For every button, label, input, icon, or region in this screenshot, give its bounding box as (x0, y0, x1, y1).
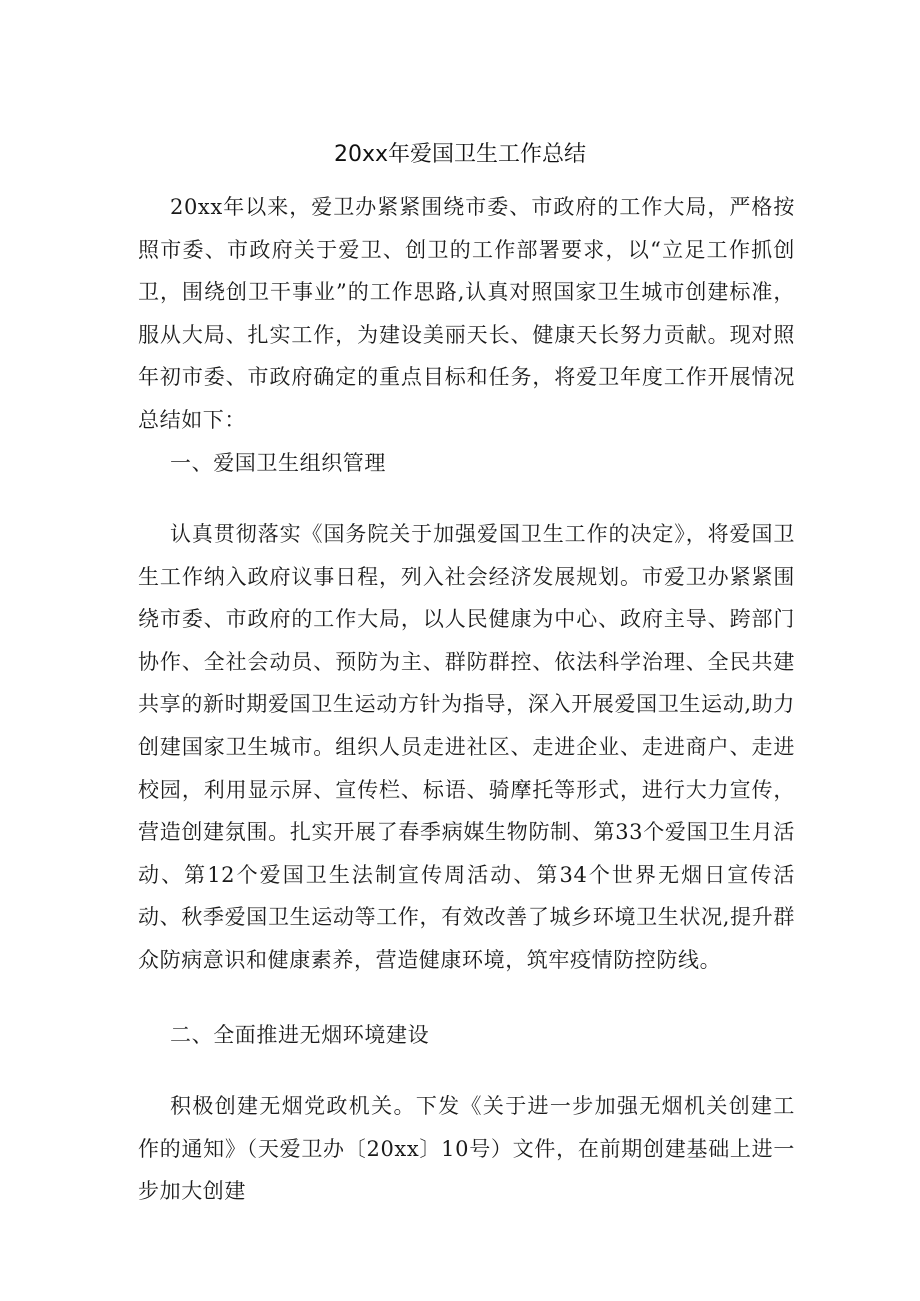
section-heading-smoke-free: 二、全面推进无烟环境建设 (170, 1023, 430, 1047)
section-paragraph-organization: 认真贯彻落实《国务院关于加强爱国卫生工作的决定》，将爱国卫生工作纳入政府议事日程，列入社会经济发展规划。市爱卫办紧紧围绕市委、市政府的工作大局，以人民健康为中心、政府主导、跨部门协作、全社会动员、预防为主、群防群控、依法科学治理、全民共建共享的新时期爱国卫生运动方针为指导，深入开展爱国卫生运动,助力创建国家卫生城市。组织人员走进社区、走进企业、走进商户、走进校园，利用显示屏、宣传栏、标语、骑摩托等形式，进行大力宣传，营造创建氛围。扎实开展了春季病媒生物防制、第33个爱国卫生月活动、第12个爱国卫生法制宣传周活动、第34个世界无烟日宣传活动、秋季爱国卫生运动等工作，有效改善了城乡环境卫生状况,提升群众防病意识和健康素养，营造健康环境，筑牢疫情防控防线。 (138, 522, 795, 972)
document-title: 20xx年爱国卫生工作总结 (333, 142, 587, 167)
intro-paragraph: 20xx年以来，爱卫办紧紧围绕市委、市政府的工作大局，严格按照市委、市政府关于爱卫、创卫的工作部署要求，以“立足工作抓创卫，围绕创卫干事业”的工作思路,认真对照国家卫生城市创建标准，服从大局、扎实工作，为建设美丽天长、健康天长努力贡献。现对照年初市委、市政府确定的重点目标和任务，将爱卫年度工作开展情况总结如下： (138, 195, 795, 432)
section-heading-organization: 一、爱国卫生组织管理 (170, 451, 386, 475)
section-paragraph-smoke-free: 积极创建无烟党政机关。下发《关于进一步加强无烟机关创建工作的通知》（天爱卫办〔20xx〕10号）文件，在前期创建基础上进一步加大创建 (138, 1094, 795, 1204)
